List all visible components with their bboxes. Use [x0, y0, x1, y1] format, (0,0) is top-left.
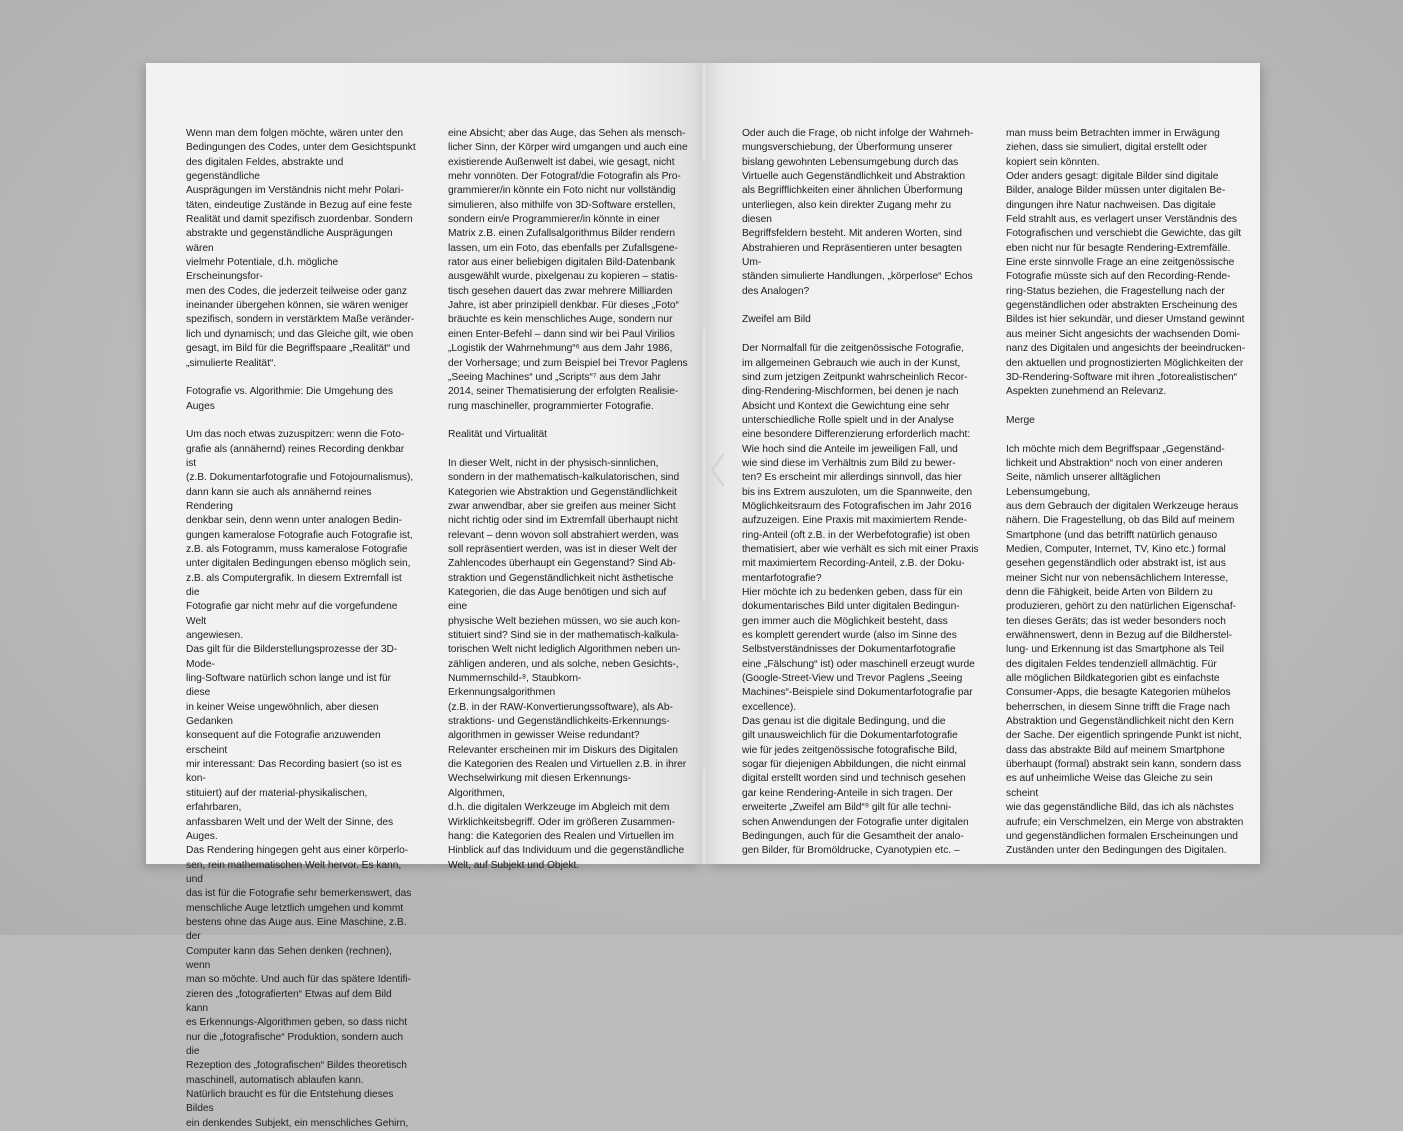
text-line: die Kategorien des Realen und Virtuellen z.B. in ihrer [448, 759, 687, 771]
text-line: nicht richtig oder sind im Extremfall überhaupt nicht [448, 515, 678, 527]
text-line: Zweifel am Bild [742, 314, 811, 326]
text-line: das ist für die Fotografie sehr bemerkenswert, das [186, 888, 412, 900]
column-1 [186, 127, 416, 1131]
text-line: stituiert sind? Sind sie in der mathematisch-kalkula- [448, 630, 679, 642]
text-line: Um das noch etwas zuzuspitzen: wenn die Foto- [186, 429, 405, 441]
text-line: stituiert) auf der material-physikalischen, erfahrbaren, [186, 787, 368, 814]
line-spacer [186, 414, 416, 428]
text-line: Rezeption des „fotografischen“ Bildes theoretisch [186, 1060, 407, 1072]
text-line: bis ins Extrem auszuloten, um die Spannweite, den [742, 486, 973, 498]
text-line: Absicht und Kontext die Gewichtung eine sehr [742, 400, 950, 412]
text-line: Bedingungen, auch für die Gesamtheit der analo- [742, 830, 964, 842]
text-line: Jahre, ist aber prinzipiell denkbar. Für dieses „Foto“ [448, 300, 679, 312]
text-line: Hier möchte ich zu bedenken geben, dass für ein [742, 587, 963, 598]
text-line: als Begrifflichkeiten einer ähnlichen Überformung [742, 185, 963, 197]
text-line: Nummernschild-⁸, Staubkorn-Erkennungsalgorithmen [448, 673, 582, 699]
text-line: Selbstverständnisses der Dokumentarfotografie [742, 644, 956, 656]
text-line: (Google-Street-View und Trevor Paglens „Seeing [742, 673, 963, 685]
text-line: dingungen ihre Natur nachweisen. Das digitale [1006, 199, 1216, 211]
text-line: Smartphone (und das betrifft natürlich genauso [1006, 529, 1218, 541]
text-line: der Sache. Der eigentlich springende Punkt ist nicht, [1006, 730, 1242, 742]
text-line: und gegenständlichen formalen Erscheinungen und [1006, 830, 1238, 842]
line-spacer [1006, 400, 1246, 414]
text-line: Kategorien wie Abstraktion und Gegenständlichkeit [448, 486, 677, 498]
text-line: wie das gegenständliche Bild, das ich als nächstes [1006, 802, 1234, 814]
text-line: „Logistik der Wahrnehmung“⁶ aus dem Jahr 1986, [448, 343, 673, 355]
text-line: Matrix z.B. einen Zufallsalgorithmus Bilder rendern [448, 228, 676, 240]
text-line: Das genau ist die digitale Bedingung, und die [742, 716, 946, 728]
text-line: angewiesen. [186, 630, 244, 642]
text-line: torischen Welt nicht lediglich Algorithmen neben un- [448, 644, 681, 656]
text-line: alle möglichen Bildkategorien gibt es einfachste [1006, 673, 1220, 685]
text-line: nanz des Digitalen und angesichts der beeindrucken- [1006, 343, 1246, 355]
text-line: Begriffsfeldern besteht. Mit anderen Worten, sind [742, 228, 962, 240]
text-line: excellence). [742, 701, 797, 713]
text-line: Das gilt für die Bilderstellungsprozesse der 3D-Mode- [186, 644, 398, 670]
stitch-lower [703, 600, 705, 770]
text-line: Relevanter erscheinen mir im Diskurs des Digitalen [448, 744, 678, 756]
text-line: beherrschen, in diesem Sinne trifft die Frage nach [1006, 701, 1231, 713]
text-line: des Analogen? [742, 285, 810, 297]
text-line: aufzuzeigen. Eine Praxis mit maximiertem Rende- [742, 515, 967, 527]
text-line: maschinell, automatisch ablaufen kann. [186, 1074, 364, 1086]
text-line: Welt, auf Subjekt und Objekt. [448, 859, 580, 871]
text-line: eine „Fälschung“ ist) oder maschinell erzeugt wurde [742, 658, 975, 670]
text-line: ring-Status beziehen, die Fragestellung nach der [1006, 285, 1225, 297]
text-line: 2014, seiner Thematisierung der erfolgten Realisie- [448, 386, 679, 398]
text-line: gen Bilder, für Bromöldrucke, Cyanotypien etc. – [742, 845, 960, 857]
text-line: gesehen gegenständlich oder abstrakt ist, ist aus [1006, 558, 1226, 570]
text-line: „simulierte Realität“. [186, 357, 277, 369]
text-line: eben nicht nur für besagte Rendering-Extremfälle. [1006, 242, 1231, 254]
text-line: Feld strahlt aus, es verlagert unser Verständnis des [1006, 214, 1237, 226]
text-line: bestens ohne das Auge aus. Eine Maschine, z.B. der [186, 916, 407, 943]
text-line: lich und dynamisch; und das Gleiche gilt, wie oben [186, 328, 414, 340]
text-line: aus meiner Sicht angesichts der wachsenden Domi- [1006, 328, 1241, 340]
text-line: Fotografie gar nicht mehr auf die vorgefundene Welt [186, 601, 398, 627]
text-line: des digitalen Feldes, abstrakte und gegenständliche [186, 156, 344, 183]
text-line: sondern ein/e Programmierer/in könnte in einer [448, 214, 660, 226]
text-line: relevant – denn wovon soll abstrahiert werden, was [448, 529, 679, 541]
text-line: abstrakte und gegenständliche Ausprägungen wären [186, 228, 393, 254]
line-spacer [1006, 428, 1246, 442]
text-line: Wenn man dem folgen möchte, wären unter den [186, 128, 404, 139]
text-line: täten, eindeutige Zustände in Bezug auf eine feste [186, 199, 413, 211]
text-line: schen Anwendungen der Fotografie unter digitalen [742, 816, 969, 828]
text-line: eine Absicht; aber das Auge, das Sehen als mensch- [448, 128, 686, 139]
text-line: gungen kameralose Fotografie auch Fotografie ist, [186, 529, 413, 541]
text-line: spezifisch, sondern in verstärktem Maße veränder- [186, 314, 415, 326]
text-line: lichkeit und Abstraktion“ noch von einer anderen [1006, 457, 1223, 469]
text-line: Fotografie vs. Algorithmie: Die Umgehung des Auges [186, 386, 393, 412]
text-line: Bilder, analoge Bilder müssen unter digitalen Be- [1006, 185, 1226, 197]
text-line: bislang gewohnten Lebensumgebung durch das [742, 156, 959, 168]
text-line: Ausprägungen im Verständnis nicht mehr Polari- [186, 185, 404, 197]
text-line: digital erstellt worden sind und technisch gesehen [742, 773, 966, 785]
text-line: einen Enter-Befehl – dann sind wir bei Paul Virilios [448, 328, 675, 340]
text-line: Kategorien, die das Auge benötigen und sich auf eine [448, 587, 667, 613]
text-line: Das Rendering hingegen geht aus einer körperlo- [186, 845, 409, 857]
text-line: anfassbaren Welt und der Welt der Sinne, des Auges. [186, 816, 394, 842]
text-line: denn die Fähigkeit, beide Arten von Bildern zu [1006, 587, 1213, 598]
text-line: es Erkennungs-Algorithmen geben, so dass nicht [186, 1017, 408, 1029]
text-line: wie sind diese im Verhältnis zum Bild zu bewer- [742, 457, 956, 469]
text-line: mit maximiertem Recording-Anteil, z.B. der Doku- [742, 558, 965, 570]
text-line: gen immer auch die Möglichkeit besteht, dass [742, 615, 948, 627]
text-line: mungsverschiebung, der Überformung unserer [742, 142, 953, 154]
text-line: gegenständlichen oder abstrakten Erscheinung des [1006, 300, 1238, 312]
text-line: gesagt, im Bild für die Begriffspaare „Realität“ und [186, 343, 410, 355]
text-line: rung maschineller, programmierter Fotografie. [448, 400, 654, 412]
text-line: straktion und Gegenständlichkeit nicht ästhetische [448, 572, 674, 584]
text-line: Oder anders gesagt: digitale Bilder sind digitale [1006, 171, 1219, 183]
text-line: aufrufe; ein Verschmelzen, ein Merge von abstrakten [1006, 816, 1244, 828]
text-line: Virtuelle auch Gegenständlichkeit und Abstraktion [742, 171, 966, 183]
text-line: men des Codes, die jederzeit teilweise oder ganz [186, 285, 407, 297]
text-line: grammierer/in könnte ein Foto nicht nur vollständig [448, 185, 676, 197]
text-line: ding-Rendering-Mischformen, bei denen je nach [742, 386, 959, 398]
text-line: Wirklichkeitsbegriff. Oder im größeren Zusammen- [448, 816, 675, 828]
text-line: sogar für diejenigen Abbildungen, die nicht einmal [742, 759, 966, 771]
text-line: Bildes ist hier sekundär, und dieser Umstand gewinnt [1006, 314, 1245, 326]
text-line: (z.B. in der RAW-Konvertierungssoftware), als Ab- [448, 701, 673, 713]
text-line: hang: die Kategorien des Realen und Virtuellen im [448, 830, 674, 842]
text-line: ständen simulierte Handlungen, „körperlose“ Echos [742, 271, 973, 283]
text-line: erwähnenswert, denn in Bezug auf die Bildherstel- [1006, 630, 1233, 642]
column-4 [1006, 127, 1246, 859]
text-line: physische Welt beziehen müssen, wo sie auch kon- [448, 615, 681, 627]
text-line: nur die „fotografische“ Produktion, sondern auch die [186, 1031, 403, 1057]
line-spacer [742, 299, 982, 313]
text-line: straktions- und Gegenständlichkeits-Erkennungs- [448, 716, 670, 728]
text-line: existierende Außenwelt ist dabei, wie gesagt, nicht [448, 156, 675, 168]
text-line: Realität und Virtualität [448, 429, 547, 441]
text-line: ten? Es erscheint mir allerdings sinnvoll, das hier [742, 472, 962, 484]
text-line: mehr vonnöten. Der Fotograf/die Fotografin als Pro- [448, 171, 681, 183]
text-line: ein denkendes Subjekt, ein menschliches Gehirn, [186, 1117, 409, 1129]
text-line: Ich möchte mich dem Begriffspaar „Gegenständ- [1006, 443, 1225, 455]
text-line: ten dieses Geräts; das ist weder besonders noch [1006, 615, 1226, 627]
text-line: „Seeing Machines“ und „Scripts“⁷ aus dem Jahr [448, 371, 661, 383]
text-line: dann kann sie auch als annähernd reines Rendering [186, 486, 372, 512]
text-line: eine besondere Differenzierung erforderlich macht: [742, 429, 971, 441]
text-line: wie für jedes zeitgenössische fotografische Bild, [742, 744, 958, 756]
text-line: unterschiedliche Rolle spielt und in der Analyse [742, 414, 954, 426]
text-line: Eine erste sinnvolle Frage an eine zeitgenössische [1006, 257, 1235, 269]
text-line: lung- und Erkennung ist das Smartphone als Teil [1006, 644, 1224, 656]
text-line: denkbar sein, denn wenn unter analogen Bedin- [186, 515, 403, 527]
text-line: vielmehr Potentiale, d.h. mögliche Erscheinungsfor- [186, 257, 339, 283]
text-line: soll repräsentiert werden, was ist in dieser Welt der [448, 543, 678, 555]
text-line: gilt unausweichlich für die Dokumentarfotografie [742, 730, 958, 742]
text-line: rator aus einer beliebigen digitalen Bild-Datenbank [448, 257, 676, 269]
text-line: In dieser Welt, nicht in der physisch-sinnlichen, [448, 457, 659, 469]
text-line: ausgewählt wurde, pixelgenau zu kopieren – statis- [448, 271, 678, 283]
text-line: dass das abstrakte Bild auf meinem Smartphone [1006, 744, 1225, 756]
text-line: unterliegen, also kein direkter Zugang mehr zu diesen [742, 199, 952, 226]
text-line: Abstraktion und Gegenständlichkeit nicht den Kern [1006, 716, 1234, 728]
text-line: zieren des „fotografierten“ Etwas auf dem Bild kann [186, 988, 392, 1014]
text-line: Der Normalfall für die zeitgenössische Fotografie, [742, 343, 964, 355]
text-line: Consumer-Apps, die besagte Kategorien mühelos [1006, 687, 1231, 699]
text-line: dokumentarisches Bild unter digitalen Bedingun- [742, 601, 960, 613]
text-line: Wie hoch sind die Anteile im jeweiligen Fall, und [742, 443, 958, 455]
text-line: man muss beim Betrachten immer in Erwägung [1006, 128, 1220, 139]
text-line: erweiterte „Zweifel am Bild“⁹ gilt für alle techni- [742, 802, 952, 814]
text-line: überhaupt (formal) abstrakt sein kann, sondern dass [1006, 759, 1242, 771]
text-line: menschliche Auge letztlich umgehen und kommt [186, 902, 404, 914]
text-line: Merge [1006, 414, 1035, 426]
text-line: Seite, nämlich unserer alltäglichen Lebensumgebung, [1006, 472, 1161, 498]
text-line: man so möchte. Und auch für das spätere Identifi- [186, 974, 411, 986]
text-line: mir interessant: Das Recording basiert (so ist es kon- [186, 759, 402, 785]
text-line: Zuständen unter den Bedingungen des Digitalen. [1006, 845, 1227, 857]
text-line: den aktuellen und prognostizierten Möglichkeiten der [1006, 357, 1244, 369]
text-line: Möglichkeitsraum des Fotografischen im Jahr 2016 [742, 500, 972, 512]
text-line: Oder auch die Frage, ob nicht infolge der Wahrneh- [742, 128, 974, 139]
text-line: sondern in der mathematisch-kalkulatorischen, sind [448, 472, 680, 484]
text-line: meiner Sicht nur von nebensächlichem Interesse, [1006, 572, 1229, 584]
text-line: ziehen, dass sie simuliert, digital erstellt oder [1006, 142, 1207, 154]
text-line: d.h. die digitalen Werkzeuge im Abgleich mit dem [448, 802, 670, 814]
text-line: thematisiert, aber wie verhält es sich mit einer Praxis [742, 543, 979, 555]
text-line: ring-Anteil (oft z.B. in der Werbefotografie) ist oben [742, 529, 970, 541]
text-line: tisch gesehen dauert das zwar mehrere Milliarden [448, 285, 673, 297]
text-line: Natürlich braucht es für die Entstehung dieses Bildes [186, 1089, 394, 1115]
text-line: algorithmen in gewisser Weise redundant? [448, 730, 640, 742]
text-line: Fotografischen und verschiebt die Gewichte, das gilt [1006, 228, 1241, 240]
text-line: lassen, um ein Foto, das ebenfalls per Zufallsgene- [448, 242, 678, 254]
text-line: sind zum jetzigen Zeitpunkt wahrscheinlich Recor- [742, 371, 968, 383]
text-line: z.B. als Fotogramm, muss kameralose Fotografie [186, 543, 408, 555]
text-line: Zahlencodes überhaupt ein Gegenstand? Sind Ab- [448, 558, 676, 570]
text-line: Wechselwirkung mit diesen Erkennungs-Algorithmen, [448, 773, 632, 799]
text-line: 3D-Rendering-Software mit ihren „fotorealistischen“ [1006, 371, 1238, 383]
text-line: gar keine Rendering-Anteile in sich tragen. Der [742, 787, 953, 799]
text-line: ling-Software natürlich schon lange und ist für diese [186, 673, 392, 699]
line-spacer [186, 371, 416, 385]
text-line: Aspekten zunehmend an Relevanz. [1006, 386, 1167, 398]
text-line: Medien, Computer, Internet, TV, Kino etc.) formal [1006, 543, 1226, 555]
text-line: z.B. als Computergrafik. In diesem Extremfall ist die [186, 572, 402, 598]
text-line: Machines“-Beispiele sind Dokumentarfotografie par [742, 687, 973, 699]
text-line: mentarfotografie? [742, 572, 822, 584]
text-line: simulieren, also mithilfe von 3D-Software erstellen, [448, 199, 676, 211]
text-line: es auf unheimliche Weise das Gleiche zu sein scheint [1006, 773, 1213, 799]
column-3 [742, 127, 982, 859]
text-line: aus dem Gebrauch der digitalen Werkzeuge heraus [1006, 500, 1239, 512]
text-line: im allgemeinen Gebrauch wie auch in der Kunst, [742, 357, 961, 369]
column-2 [448, 127, 688, 873]
text-line: grafie als (annähernd) reines Recording denkbar ist [186, 443, 405, 469]
binding-thread-icon [709, 453, 729, 487]
text-line: Fotografie müsste sich auf den Recording-Rende- [1006, 271, 1231, 283]
text-line: der Vorhersage; und zum Beispiel bei Trevor Paglens [448, 357, 688, 369]
text-line: Computer kann das Sehen denken (rechnen), wenn [186, 945, 392, 971]
text-line: Bedingungen des Codes, unter dem Gesichtspunkt [186, 142, 416, 154]
line-spacer [742, 328, 982, 342]
text-line: Realität und damit spezifisch zuordenbar. Sondern [186, 214, 413, 226]
text-line: bräuchte es kein menschliches Auge, sondern nur [448, 314, 673, 326]
stitch-upper [703, 160, 705, 330]
text-line: nähern. Die Fragestellung, ob das Bild auf meinem [1006, 515, 1235, 527]
line-spacer [448, 443, 688, 457]
text-line: kopiert sein könnten. [1006, 156, 1100, 168]
text-line: konsequent auf die Fotografie anzuwenden erscheint [186, 730, 381, 756]
text-line: zähligen anderen, und als solche, neben Gesichts-, [448, 658, 679, 670]
text-line: unter digitalen Bedingungen ebenso möglich sein, [186, 558, 411, 570]
text-line: ineinander übergehen können, sie wären weniger [186, 300, 409, 312]
text-line: zwar anwendbar, aber sie greifen aus meiner Sicht [448, 500, 676, 512]
text-line: produzieren, gehört zu den natürlichen Eigenschaf- [1006, 601, 1236, 613]
text-line: Abstrahieren und Repräsentieren unter besagten Um- [742, 242, 962, 269]
text-line: es komplett gerendert wurde (also im Sinne des [742, 630, 957, 642]
text-line: licher Sinn, der Körper wird umgangen und auch eine [448, 142, 688, 154]
text-line: des digitalen Feldes tendenziell allmächtig. Für [1006, 658, 1217, 670]
text-line: in keiner Weise ungewöhnlich, aber diesen Gedanken [186, 701, 379, 728]
text-line: sen, rein mathematischen Welt hervor. Es kann, und [186, 859, 402, 885]
text-line: Hinblick auf das Individuum und die gegenständliche [448, 845, 685, 857]
text-line: (z.B. Dokumentarfotografie und Fotojournalismus), [186, 472, 414, 484]
line-spacer [448, 414, 688, 428]
